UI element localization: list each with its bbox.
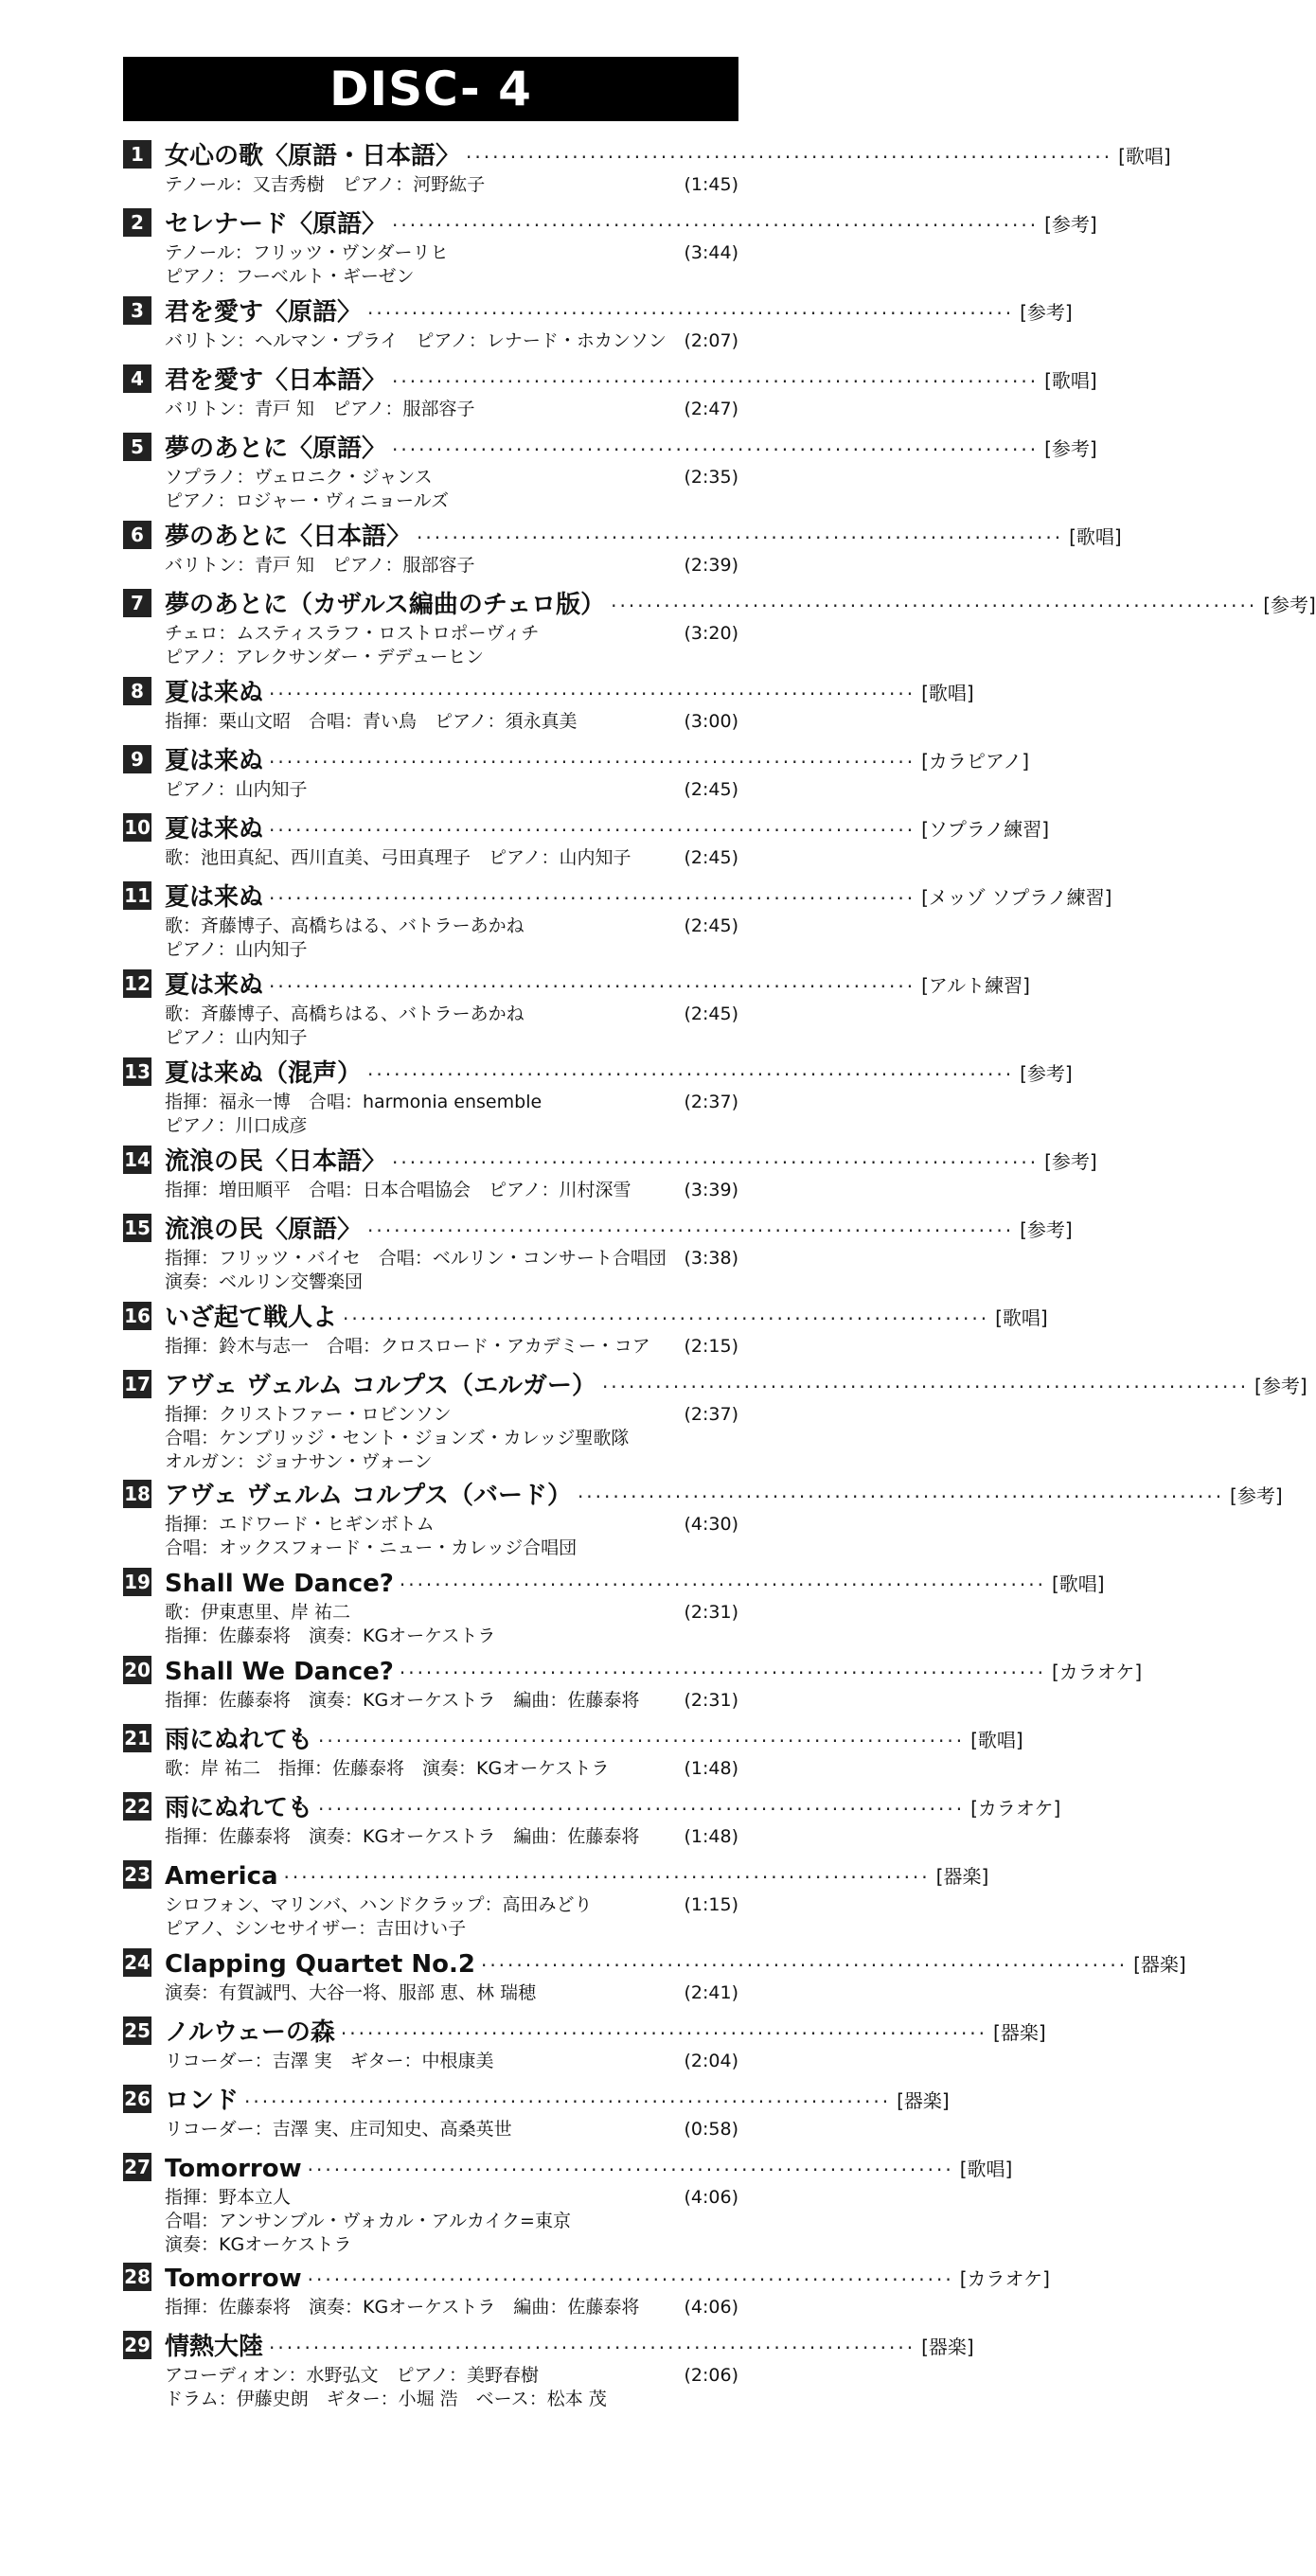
disc-title: DISC- 4	[329, 62, 532, 116]
track-duration: (2:31)	[684, 1690, 738, 1711]
track-number: 7	[123, 589, 151, 617]
track-credit: シロフォン、マリンバ、ハンドクラップ：高田みどり	[165, 1894, 593, 1915]
dot-leader: ·········································································	[367, 1063, 1015, 1086]
track-credit: ピアノ：フーベルト・ギーゼン	[165, 266, 415, 287]
track-row	[123, 969, 1030, 1053]
track-duration: (2:37)	[684, 1092, 738, 1112]
track-row	[123, 2153, 1013, 2260]
track-title: 夢のあとに（カザルス編曲のチェロ版）	[165, 591, 606, 619]
track-credit: 指揮：佐藤泰将 演奏：KGオーケストラ	[165, 1626, 496, 1646]
track-title-line	[165, 2016, 1046, 2049]
track-title-line	[165, 1948, 1186, 1981]
track-credit: チェロ：ムスティスラフ・ロストロポーヴィチ	[165, 623, 540, 644]
track-number: 3	[123, 296, 151, 325]
track-row	[123, 1370, 1307, 1477]
track-category: [参考]	[1263, 594, 1316, 616]
track-category: [参考]	[1044, 437, 1097, 460]
track-duration: (4:30)	[684, 1514, 738, 1535]
track-credit: リコーダー：吉澤 実、庄司知史、高桑英世	[165, 2119, 512, 2140]
track-category: [カラオケ]	[959, 2267, 1050, 2290]
track-duration: (0:58)	[684, 2119, 738, 2140]
dot-leader: ·········································································	[392, 214, 1040, 237]
track-credit: ソプラノ：ヴェロニク・ジャンス	[165, 467, 433, 488]
track-row	[123, 1480, 1283, 1563]
track-number: 29	[123, 2331, 151, 2359]
track-row	[123, 1146, 1097, 1205]
track-title-line	[165, 433, 1097, 465]
track-credit: ピアノ：川口成彦	[165, 1115, 308, 1136]
track-credit: 歌：斉藤博子、高橋ちはる、バトラーあかね	[165, 1004, 525, 1024]
track-credit: 指揮：福永一博 合唱：harmonia ensemble	[165, 1092, 542, 1112]
track-title-line	[165, 969, 1030, 1002]
track-credit: ピアノ：山内知子	[165, 1027, 308, 1048]
track-number: 14	[123, 1146, 151, 1174]
track-title-line	[165, 1656, 1143, 1688]
track-credit: 歌：池田真紀、西川直美、弓田真理子 ピアノ：山内知子	[165, 847, 631, 868]
track-title: 雨にぬれても	[165, 1794, 313, 1822]
track-title: 夏は来ぬ	[165, 883, 264, 912]
track-category: [歌唱]	[995, 1306, 1048, 1329]
dot-leader: ·········································································	[611, 595, 1258, 617]
dot-leader: ·········································································	[417, 526, 1064, 549]
dot-leader: ·········································································	[392, 1151, 1040, 1174]
dot-leader: ·········································································	[318, 1730, 966, 1752]
track-row	[123, 881, 1112, 965]
track-title: 女心の歌〈原語・日本語〉	[165, 142, 461, 170]
dot-leader: ·········································································	[318, 1798, 966, 1821]
track-credit: 指揮：鈴木与志一 合唱：クロスロード・アカデミー・コア	[165, 1336, 650, 1357]
dot-leader: ·········································································	[392, 370, 1040, 393]
track-row	[123, 2263, 1050, 2322]
track-title: ノルウェーの森	[165, 2018, 335, 2047]
track-credit: 指揮：エドワード・ヒギンボトム	[165, 1514, 435, 1535]
track-credit: 合唱：オックスフォード・ニュー・カレッジ合唱団	[165, 1537, 578, 1558]
track-title-line	[165, 881, 1112, 914]
track-category: [ソプラノ練習]	[921, 818, 1050, 841]
track-number: 11	[123, 881, 151, 910]
track-credit: 歌：斉藤博子、高橋ちはる、バトラーあかね	[165, 915, 525, 936]
track-credit: ピアノ：ロジャー・ヴィニョールズ	[165, 490, 450, 511]
track-row	[123, 2016, 1046, 2076]
track-number: 21	[123, 1724, 151, 1752]
track-title: 夢のあとに〈日本語〉	[165, 523, 412, 551]
dot-leader: ·········································································	[399, 1573, 1046, 1596]
track-title: 夏は来ぬ（混声）	[165, 1059, 363, 1088]
track-title: Tomorrow	[165, 2265, 302, 2293]
dot-leader: ·········································································	[577, 1485, 1225, 1508]
track-number: 5	[123, 433, 151, 461]
track-credit: 演奏：KGオーケストラ	[165, 2234, 352, 2255]
track-title-line	[165, 1370, 1307, 1402]
track-credit: 指揮：野本立人	[165, 2187, 292, 2208]
track-category: [器楽]	[1133, 1953, 1186, 1976]
track-title: 夏は来ぬ	[165, 815, 264, 844]
dot-leader: ·········································································	[601, 1376, 1250, 1398]
track-category: [参考]	[1020, 1062, 1073, 1085]
track-title: 夏は来ぬ	[165, 747, 264, 775]
track-row	[123, 1214, 1073, 1297]
track-title-line	[165, 1792, 1061, 1824]
track-duration: (2:47)	[684, 399, 738, 419]
track-title: 君を愛す〈原語〉	[165, 298, 363, 327]
track-credit: バリトン：青戸 知 ピアノ：服部容子	[165, 399, 475, 419]
track-duration: (1:48)	[684, 1758, 738, 1779]
track-duration: (2:45)	[684, 779, 738, 800]
track-title-line	[165, 140, 1171, 172]
track-title: アヴェ ヴェルム コルプス（バード）	[165, 1482, 572, 1510]
track-title: Tomorrow	[165, 2155, 302, 2183]
track-title-line	[165, 2085, 950, 2117]
dot-leader: ·········································································	[480, 1954, 1129, 1977]
track-category: [参考]	[1020, 1218, 1073, 1241]
track-category: [歌唱]	[959, 2158, 1013, 2180]
track-number: 16	[123, 1302, 151, 1330]
track-title-line	[165, 364, 1097, 397]
track-credit: ピアノ：アレクサンダー・デデューヒン	[165, 647, 485, 667]
track-category: [カラピアノ]	[921, 750, 1030, 773]
dot-leader: ·········································································	[269, 683, 916, 705]
track-duration: (2:37)	[684, 1404, 738, 1425]
track-number: 20	[123, 1656, 151, 1684]
dot-leader: ·········································································	[307, 2268, 954, 2291]
track-category: [歌唱]	[970, 1729, 1023, 1751]
track-title: 流浪の民〈日本語〉	[165, 1147, 387, 1176]
track-duration: (2:04)	[684, 2051, 738, 2071]
track-title-line	[165, 1860, 989, 1892]
track-row	[123, 677, 974, 737]
track-credit: ピアノ：山内知子	[165, 779, 308, 800]
dot-leader: ·········································································	[399, 1661, 1046, 1684]
track-duration: (2:39)	[684, 555, 738, 576]
track-duration: (4:06)	[684, 2187, 738, 2208]
track-category: [歌唱]	[1051, 1572, 1105, 1595]
track-title: 夏は来ぬ	[165, 679, 264, 707]
track-title-line	[165, 589, 1316, 621]
track-number: 9	[123, 745, 151, 773]
track-title: 君を愛す〈日本語〉	[165, 366, 387, 395]
track-category: [歌唱]	[1069, 525, 1122, 548]
track-credit: 合唱：アンサンブル・ヴォカル・アルカイク=東京	[165, 2211, 571, 2231]
track-category: [カラオケ]	[970, 1797, 1061, 1820]
track-credit: ピアノ、シンセサイザー：吉田けい子	[165, 1918, 467, 1939]
track-duration: (2:31)	[684, 1602, 738, 1623]
track-category: [参考]	[1230, 1484, 1283, 1507]
track-title: アヴェ ヴェルム コルプス（エルガー）	[165, 1372, 596, 1400]
track-duration: (2:45)	[684, 915, 738, 936]
track-title: Shall We Dance?	[165, 1658, 394, 1686]
track-number: 12	[123, 969, 151, 998]
track-row	[123, 1860, 989, 1944]
track-number: 27	[123, 2153, 151, 2181]
dot-leader: ·········································································	[269, 751, 916, 773]
track-row	[123, 1302, 1048, 1361]
track-title-line	[165, 677, 974, 709]
track-category: [参考]	[1020, 301, 1073, 324]
track-credit: テノール：又吉秀樹 ピアノ：河野紘子	[165, 174, 486, 195]
track-credit: 指揮：佐藤泰将 演奏：KGオーケストラ 編曲：佐藤泰将	[165, 1690, 640, 1711]
track-credit: 演奏：ベルリン交響楽団	[165, 1271, 364, 1292]
dot-leader: ·········································································	[307, 2159, 954, 2181]
track-credit: 指揮：佐藤泰将 演奏：KGオーケストラ 編曲：佐藤泰将	[165, 2297, 640, 2318]
track-duration: (3:38)	[684, 1248, 738, 1269]
track-duration: (3:00)	[684, 711, 738, 732]
track-credit: 指揮：フリッツ・バイセ 合唱：ベルリン・コンサート合唱団	[165, 1248, 667, 1269]
track-category: [歌唱]	[1118, 145, 1171, 168]
dot-leader: ·········································································	[244, 2090, 892, 2113]
track-credit: 合唱：ケンブリッジ・セント・ジョンズ・カレッジ聖歌隊	[165, 1428, 630, 1448]
track-title-line	[165, 1146, 1097, 1178]
track-title: 夏は来ぬ	[165, 971, 264, 1000]
track-title: 流浪の民〈原語〉	[165, 1216, 363, 1244]
track-category: [器楽]	[993, 2021, 1046, 2044]
track-credit: アコーディオン：水野弘文 ピアノ：美野春樹	[165, 2365, 540, 2386]
track-number: 25	[123, 2016, 151, 2045]
track-credit: リコーダー：吉澤 実 ギター：中根康美	[165, 2051, 494, 2071]
track-number: 18	[123, 1480, 151, 1508]
track-row	[123, 1057, 1073, 1141]
track-number: 4	[123, 364, 151, 393]
track-title-line	[165, 813, 1050, 845]
track-number: 10	[123, 813, 151, 842]
track-row	[123, 1792, 1061, 1852]
track-duration: (4:06)	[684, 2297, 738, 2318]
track-category: [器楽]	[935, 1865, 989, 1888]
track-title-line	[165, 1568, 1105, 1600]
track-duration: (2:15)	[684, 1336, 738, 1357]
track-title: いざ起て戦人よ	[165, 1304, 338, 1332]
track-duration: (3:44)	[684, 242, 738, 263]
track-credit: バリトン：ヘルマン・プライ ピアノ：レナード・ホカンソン	[165, 330, 667, 351]
track-title-line	[165, 1214, 1073, 1246]
track-title-line	[165, 296, 1073, 329]
dot-leader: ·········································································	[269, 819, 916, 842]
track-duration: (1:15)	[684, 1894, 738, 1915]
track-row	[123, 1724, 1023, 1784]
track-credit: テノール：フリッツ・ヴンダーリヒ	[165, 242, 449, 263]
track-category: [参考]	[1044, 1150, 1097, 1173]
track-row	[123, 1948, 1186, 2008]
track-category: [器楽]	[897, 2089, 950, 2112]
track-row	[123, 364, 1097, 424]
track-title: 雨にぬれても	[165, 1726, 313, 1754]
track-credit: 指揮：クリストファー・ロビンソン	[165, 1404, 452, 1425]
track-category: [歌唱]	[921, 682, 974, 704]
track-row	[123, 296, 1073, 356]
dot-leader: ·········································································	[343, 1307, 990, 1330]
track-title: セレナード〈原語〉	[165, 210, 387, 239]
track-title: ロンド	[165, 2087, 240, 2115]
track-row	[123, 433, 1097, 516]
track-number: 15	[123, 1214, 151, 1242]
track-number: 17	[123, 1370, 151, 1398]
track-credit: ピアノ：山内知子	[165, 939, 308, 960]
track-category: [アルト練習]	[921, 974, 1030, 997]
track-row	[123, 589, 1316, 672]
track-title: 夢のあとに〈原語〉	[165, 435, 387, 463]
track-category: [参考]	[1044, 213, 1097, 236]
track-credit: 演奏：有賀誠門、大谷一将、服部 恵、林 瑞穂	[165, 1982, 537, 2003]
track-title-line	[165, 521, 1122, 553]
track-category: [カラオケ]	[1051, 1661, 1143, 1683]
track-title: Clapping Quartet No.2	[165, 1950, 475, 1979]
track-title: Shall We Dance?	[165, 1570, 394, 1598]
track-number: 19	[123, 1568, 151, 1596]
track-title-line	[165, 2263, 1050, 2295]
track-duration: (2:45)	[684, 847, 738, 868]
disc-header	[123, 57, 738, 121]
track-duration: (1:48)	[684, 1826, 738, 1847]
track-row	[123, 2085, 950, 2144]
track-credit: オルガン：ジョナサン・ヴォーン	[165, 1451, 433, 1472]
track-category: [メッゾ ソプラノ練習]	[921, 886, 1112, 909]
track-row	[123, 140, 1171, 200]
dot-leader: ·········································································	[392, 438, 1040, 461]
track-number: 28	[123, 2263, 151, 2291]
track-duration: (2:45)	[684, 1004, 738, 1024]
track-row	[123, 813, 1050, 873]
dot-leader: ·········································································	[466, 146, 1113, 169]
dot-leader: ·········································································	[269, 2336, 916, 2359]
track-credit: 指揮：増田順平 合唱：日本合唱協会 ピアノ：川村深雪	[165, 1180, 631, 1200]
track-row	[123, 521, 1122, 580]
track-duration: (2:35)	[684, 467, 738, 488]
track-row	[123, 1656, 1143, 1715]
track-credit: 歌：伊東恵里、岸 祐二	[165, 1602, 351, 1623]
dot-leader: ·········································································	[367, 302, 1015, 325]
track-title-line	[165, 745, 1030, 777]
track-title-line	[165, 1724, 1023, 1756]
track-title: 情熱大陸	[165, 2333, 264, 2361]
track-title-line	[165, 2153, 1013, 2185]
track-credit: バリトン：青戸 知 ピアノ：服部容子	[165, 555, 475, 576]
track-duration: (2:41)	[684, 1982, 738, 2003]
track-row	[123, 1568, 1105, 1651]
dot-leader: ·········································································	[367, 1219, 1015, 1242]
track-number: 2	[123, 208, 151, 237]
track-title-line	[165, 1057, 1073, 1090]
dot-leader: ·········································································	[283, 1866, 931, 1889]
track-row	[123, 745, 1030, 805]
track-number: 13	[123, 1057, 151, 1086]
track-category: [器楽]	[921, 2336, 974, 2358]
track-duration: (2:07)	[684, 330, 738, 351]
track-title-line	[165, 208, 1097, 240]
track-number: 23	[123, 1860, 151, 1889]
dot-leader: ·········································································	[269, 975, 916, 998]
dot-leader: ·········································································	[340, 2022, 988, 2045]
track-duration: (3:20)	[684, 623, 738, 644]
track-number: 22	[123, 1792, 151, 1821]
track-row	[123, 208, 1097, 292]
track-credit: 指揮：佐藤泰将 演奏：KGオーケストラ 編曲：佐藤泰将	[165, 1826, 640, 1847]
track-category: [参考]	[1254, 1375, 1307, 1397]
track-number: 8	[123, 677, 151, 705]
track-credit: ドラム：伊藤史朗 ギター：小堀 浩 ベース：松本 茂	[165, 2389, 607, 2409]
track-category: [歌唱]	[1044, 369, 1097, 392]
track-number: 1	[123, 140, 151, 169]
track-title: America	[165, 1862, 278, 1891]
track-duration: (1:45)	[684, 174, 738, 195]
track-title-line	[165, 1480, 1283, 1512]
track-credit: 指揮：栗山文昭 合唱：青い鳥 ピアノ：須永真美	[165, 711, 578, 732]
track-row	[123, 2331, 974, 2414]
track-number: 24	[123, 1948, 151, 1977]
track-duration: (2:06)	[684, 2365, 738, 2386]
track-title-line	[165, 2331, 974, 2363]
track-title-line	[165, 1302, 1048, 1334]
track-duration: (3:39)	[684, 1180, 738, 1200]
track-number: 6	[123, 521, 151, 549]
dot-leader: ·········································································	[269, 887, 916, 910]
track-number: 26	[123, 2085, 151, 2113]
track-credit: 歌：岸 祐二 指揮：佐藤泰将 演奏：KGオーケストラ	[165, 1758, 610, 1779]
